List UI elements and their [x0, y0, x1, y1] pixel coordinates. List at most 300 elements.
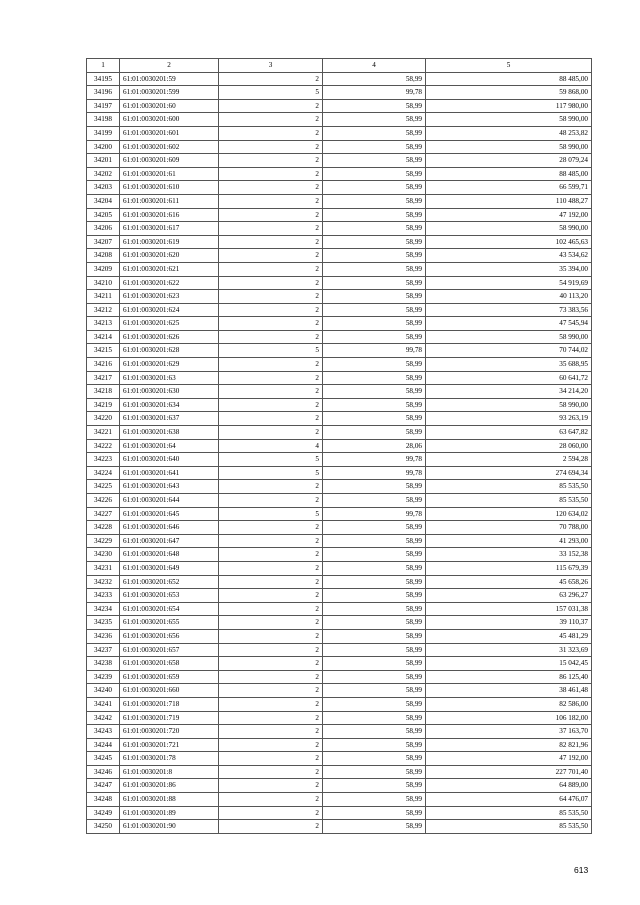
table-cell-col5: 70 744,02	[426, 344, 592, 358]
table-cell-col1: 34230	[87, 548, 120, 562]
table-row	[87, 684, 592, 698]
cadastral-value-table	[86, 58, 592, 834]
table-cell-col5: 48 253,82	[426, 126, 592, 140]
table-cell-col5: 45 481,29	[426, 629, 592, 643]
table-row	[87, 154, 592, 168]
table-cell-col3: 2	[219, 317, 323, 331]
table-cell-col2: 61:01:0030201:88	[120, 793, 219, 807]
table-row	[87, 752, 592, 766]
table-cell-col3: 2	[219, 398, 323, 412]
table-cell-col4: 58,99	[323, 412, 426, 426]
table-cell-col3: 2	[219, 752, 323, 766]
table-row	[87, 276, 592, 290]
table-cell-col5: 54 919,69	[426, 276, 592, 290]
table-cell-col4: 58,99	[323, 235, 426, 249]
table-cell-col3: 2	[219, 494, 323, 508]
table-cell-col4: 99,78	[323, 86, 426, 100]
table-cell-col4: 58,99	[323, 426, 426, 440]
table-row	[87, 126, 592, 140]
table-cell-col5: 88 485,00	[426, 72, 592, 86]
table-row	[87, 371, 592, 385]
table-cell-col1: 34219	[87, 398, 120, 412]
table-cell-col2: 61:01:0030201:654	[120, 602, 219, 616]
table-cell-col4: 58,99	[323, 140, 426, 154]
table-cell-col2: 61:01:0030201:628	[120, 344, 219, 358]
table-cell-col4: 58,99	[323, 575, 426, 589]
table-cell-col1: 34218	[87, 385, 120, 399]
table-cell-col2: 61:01:0030201:602	[120, 140, 219, 154]
table-row	[87, 561, 592, 575]
table-cell-col2: 61:01:0030201:645	[120, 507, 219, 521]
table-cell-col4: 58,99	[323, 113, 426, 127]
table-cell-col2: 61:01:0030201:659	[120, 670, 219, 684]
table-cell-col4: 58,99	[323, 358, 426, 372]
table-cell-col2: 61:01:0030201:644	[120, 494, 219, 508]
table-cell-col4: 58,99	[323, 181, 426, 195]
table-cell-col1: 34211	[87, 290, 120, 304]
table-cell-col2: 61:01:0030201:625	[120, 317, 219, 331]
table-row	[87, 72, 592, 86]
table-cell-col4: 58,99	[323, 793, 426, 807]
table-cell-col5: 88 485,00	[426, 167, 592, 181]
table-cell-col5: 47 545,94	[426, 317, 592, 331]
table-cell-col1: 34235	[87, 616, 120, 630]
table-cell-col1: 34220	[87, 412, 120, 426]
table-row	[87, 629, 592, 643]
table-cell-col4: 58,99	[323, 643, 426, 657]
table-cell-col4: 58,99	[323, 602, 426, 616]
table-cell-col3: 2	[219, 262, 323, 276]
table-cell-col5: 85 535,50	[426, 820, 592, 834]
table-cell-col5: 117 980,00	[426, 99, 592, 113]
table-cell-col2: 61:01:0030201:623	[120, 290, 219, 304]
table-cell-col1: 34208	[87, 249, 120, 263]
table-cell-col3: 2	[219, 765, 323, 779]
table-row	[87, 86, 592, 100]
table-cell-col1: 34249	[87, 806, 120, 820]
table-cell-col4: 58,99	[323, 629, 426, 643]
table-row	[87, 616, 592, 630]
table-cell-col3: 2	[219, 657, 323, 671]
table-cell-col4: 58,99	[323, 208, 426, 222]
table-cell-col3: 5	[219, 344, 323, 358]
table-cell-col1: 34201	[87, 154, 120, 168]
table-row	[87, 507, 592, 521]
table-cell-col3: 2	[219, 249, 323, 263]
table-cell-col3: 2	[219, 358, 323, 372]
table-cell-col3: 2	[219, 711, 323, 725]
table-cell-col5: 38 461,48	[426, 684, 592, 698]
table-cell-col5: 40 113,20	[426, 290, 592, 304]
table-cell-col5: 31 323,69	[426, 643, 592, 657]
table-cell-col5: 59 868,00	[426, 86, 592, 100]
table-row	[87, 806, 592, 820]
table-row	[87, 344, 592, 358]
table-row	[87, 494, 592, 508]
table-row	[87, 820, 592, 834]
table-cell-col1: 34226	[87, 494, 120, 508]
table-row	[87, 194, 592, 208]
table-row	[87, 222, 592, 236]
table-cell-col4: 58,99	[323, 725, 426, 739]
table-cell-col5: 28 060,00	[426, 439, 592, 453]
table-cell-col2: 61:01:0030201:86	[120, 779, 219, 793]
table-cell-col1: 34233	[87, 589, 120, 603]
table-cell-col3: 2	[219, 126, 323, 140]
table-cell-col4: 58,99	[323, 249, 426, 263]
table-cell-col2: 61:01:0030201:629	[120, 358, 219, 372]
table-cell-col4: 58,99	[323, 738, 426, 752]
table-cell-col1: 34207	[87, 235, 120, 249]
table-cell-col4: 58,99	[323, 697, 426, 711]
table-cell-col2: 61:01:0030201:626	[120, 330, 219, 344]
table-cell-col1: 34242	[87, 711, 120, 725]
table-cell-col4: 58,99	[323, 561, 426, 575]
table-cell-col3: 2	[219, 194, 323, 208]
table-row	[87, 113, 592, 127]
table-cell-col3: 2	[219, 276, 323, 290]
table-cell-col3: 2	[219, 561, 323, 575]
table-cell-col5: 70 788,00	[426, 521, 592, 535]
table-cell-col2: 61:01:0030201:624	[120, 303, 219, 317]
table-cell-col3: 2	[219, 521, 323, 535]
table-cell-col2: 61:01:0030201:658	[120, 657, 219, 671]
table-cell-col1: 34216	[87, 358, 120, 372]
table-row	[87, 330, 592, 344]
table-cell-col4: 58,99	[323, 222, 426, 236]
table-cell-col5: 85 535,50	[426, 806, 592, 820]
table-cell-col2: 61:01:0030201:63	[120, 371, 219, 385]
table-cell-col5: 58 990,00	[426, 330, 592, 344]
table-cell-col5: 34 214,20	[426, 385, 592, 399]
table-cell-col3: 2	[219, 412, 323, 426]
table-cell-col1: 34222	[87, 439, 120, 453]
table-cell-col1: 34224	[87, 466, 120, 480]
table-cell-col4: 99,78	[323, 466, 426, 480]
table-cell-col3: 2	[219, 208, 323, 222]
table-cell-col4: 58,99	[323, 494, 426, 508]
table-cell-col1: 34245	[87, 752, 120, 766]
table-cell-col4: 99,78	[323, 344, 426, 358]
table-row	[87, 235, 592, 249]
table-cell-col5: 47 192,00	[426, 208, 592, 222]
table-cell-col3: 2	[219, 426, 323, 440]
table-cell-col1: 34217	[87, 371, 120, 385]
table-cell-col4: 58,99	[323, 167, 426, 181]
table-cell-col1: 34241	[87, 697, 120, 711]
table-cell-col4: 58,99	[323, 779, 426, 793]
table-cell-col1: 34236	[87, 629, 120, 643]
table-row	[87, 317, 592, 331]
header-row	[87, 59, 592, 73]
table-row	[87, 793, 592, 807]
table-cell-col4: 58,99	[323, 548, 426, 562]
table-cell-col1: 34238	[87, 657, 120, 671]
table-cell-col5: 157 031,38	[426, 602, 592, 616]
table-cell-col5: 39 110,37	[426, 616, 592, 630]
table-row	[87, 303, 592, 317]
table-cell-col3: 2	[219, 235, 323, 249]
table-cell-col1: 34200	[87, 140, 120, 154]
table-cell-col4: 58,99	[323, 276, 426, 290]
table-cell-col1: 34244	[87, 738, 120, 752]
table-cell-col3: 2	[219, 303, 323, 317]
table-cell-col2: 61:01:0030201:718	[120, 697, 219, 711]
table-cell-col4: 99,78	[323, 507, 426, 521]
table-cell-col3: 2	[219, 385, 323, 399]
table-cell-col5: 73 383,56	[426, 303, 592, 317]
table-cell-col3: 2	[219, 140, 323, 154]
table-cell-col5: 28 079,24	[426, 154, 592, 168]
table-cell-col2: 61:01:0030201:657	[120, 643, 219, 657]
table-cell-col1: 34243	[87, 725, 120, 739]
table-row	[87, 521, 592, 535]
table-cell-col2: 61:01:0030201:647	[120, 534, 219, 548]
table-cell-col5: 63 296,27	[426, 589, 592, 603]
table-cell-col4: 58,99	[323, 684, 426, 698]
table-cell-col1: 34225	[87, 480, 120, 494]
table-cell-col1: 34227	[87, 507, 120, 521]
table-cell-col2: 61:01:0030201:61	[120, 167, 219, 181]
table-cell-col2: 61:01:0030201:610	[120, 181, 219, 195]
table-cell-col5: 58 990,00	[426, 113, 592, 127]
table-cell-col1: 34197	[87, 99, 120, 113]
table-cell-col4: 58,99	[323, 330, 426, 344]
table-cell-col2: 61:01:0030201:611	[120, 194, 219, 208]
table-cell-col1: 34246	[87, 765, 120, 779]
table-cell-col4: 58,99	[323, 670, 426, 684]
table-cell-col4: 58,99	[323, 752, 426, 766]
table-cell-col3: 2	[219, 806, 323, 820]
table-row	[87, 439, 592, 453]
table-cell-col5: 58 990,00	[426, 222, 592, 236]
table-row	[87, 480, 592, 494]
table-cell-col2: 61:01:0030201:622	[120, 276, 219, 290]
table-cell-col3: 2	[219, 643, 323, 657]
table-cell-col4: 58,99	[323, 317, 426, 331]
table-cell-col5: 106 182,00	[426, 711, 592, 725]
table-cell-col2: 61:01:0030201:634	[120, 398, 219, 412]
table-cell-col2: 61:01:0030201:637	[120, 412, 219, 426]
table-row	[87, 140, 592, 154]
table-row	[87, 575, 592, 589]
table-cell-col4: 58,99	[323, 194, 426, 208]
table-row	[87, 657, 592, 671]
table-cell-col3: 2	[219, 670, 323, 684]
table-cell-col2: 61:01:0030201:599	[120, 86, 219, 100]
table-row	[87, 453, 592, 467]
table-cell-col5: 64 476,07	[426, 793, 592, 807]
table-cell-col2: 61:01:0030201:90	[120, 820, 219, 834]
table-cell-col2: 61:01:0030201:621	[120, 262, 219, 276]
table-row	[87, 602, 592, 616]
table-cell-col3: 5	[219, 507, 323, 521]
table-row	[87, 385, 592, 399]
table-cell-col5: 93 263,19	[426, 412, 592, 426]
table-row	[87, 358, 592, 372]
table-cell-col3: 2	[219, 290, 323, 304]
table-cell-col5: 115 679,39	[426, 561, 592, 575]
table-cell-col5: 85 535,50	[426, 480, 592, 494]
table-cell-col5: 35 394,00	[426, 262, 592, 276]
table-cell-col1: 34229	[87, 534, 120, 548]
table-cell-col4: 58,99	[323, 72, 426, 86]
table-cell-col4: 58,99	[323, 521, 426, 535]
table-cell-col3: 4	[219, 439, 323, 453]
table-cell-col3: 2	[219, 738, 323, 752]
table-cell-col5: 82 586,00	[426, 697, 592, 711]
table-row	[87, 426, 592, 440]
table-cell-col4: 58,99	[323, 126, 426, 140]
table-cell-col2: 61:01:0030201:719	[120, 711, 219, 725]
table-cell-col1: 34204	[87, 194, 120, 208]
table-row	[87, 167, 592, 181]
table-cell-col4: 58,99	[323, 154, 426, 168]
table-cell-col3: 2	[219, 222, 323, 236]
table-cell-col4: 58,99	[323, 820, 426, 834]
table-row	[87, 779, 592, 793]
table-row	[87, 249, 592, 263]
table-row	[87, 765, 592, 779]
column-header-1: 1	[87, 59, 120, 73]
table-cell-col1: 34205	[87, 208, 120, 222]
table-body	[87, 72, 592, 833]
table-cell-col1: 34237	[87, 643, 120, 657]
table-cell-col2: 61:01:0030201:89	[120, 806, 219, 820]
table-cell-col3: 2	[219, 534, 323, 548]
table-cell-col5: 85 535,50	[426, 494, 592, 508]
table-cell-col3: 2	[219, 72, 323, 86]
table-cell-col2: 61:01:0030201:601	[120, 126, 219, 140]
table-cell-col3: 2	[219, 602, 323, 616]
table-cell-col1: 34231	[87, 561, 120, 575]
table-cell-col4: 28,06	[323, 439, 426, 453]
table-cell-col1: 34247	[87, 779, 120, 793]
table-row	[87, 412, 592, 426]
table-cell-col1: 34239	[87, 670, 120, 684]
table-cell-col4: 58,99	[323, 806, 426, 820]
table-cell-col1: 34240	[87, 684, 120, 698]
table-cell-col2: 61:01:0030201:721	[120, 738, 219, 752]
table-cell-col5: 35 688,95	[426, 358, 592, 372]
table-cell-col3: 2	[219, 167, 323, 181]
table-cell-col1: 34221	[87, 426, 120, 440]
table-cell-col5: 15 042,45	[426, 657, 592, 671]
table-cell-col4: 58,99	[323, 303, 426, 317]
table-cell-col3: 2	[219, 371, 323, 385]
table-cell-col4: 58,99	[323, 262, 426, 276]
table-cell-col2: 61:01:0030201:617	[120, 222, 219, 236]
table-cell-col3: 2	[219, 113, 323, 127]
table-cell-col5: 43 534,62	[426, 249, 592, 263]
table-cell-col1: 34228	[87, 521, 120, 535]
table-cell-col4: 58,99	[323, 589, 426, 603]
table-cell-col2: 61:01:0030201:655	[120, 616, 219, 630]
table-cell-col1: 34213	[87, 317, 120, 331]
table-cell-col3: 2	[219, 330, 323, 344]
table-cell-col3: 5	[219, 86, 323, 100]
table-cell-col4: 58,99	[323, 99, 426, 113]
table-row	[87, 589, 592, 603]
table-cell-col3: 2	[219, 154, 323, 168]
table-cell-col2: 61:01:0030201:8	[120, 765, 219, 779]
table-cell-col2: 61:01:0030201:620	[120, 249, 219, 263]
table-cell-col4: 58,99	[323, 480, 426, 494]
table-row	[87, 725, 592, 739]
table-cell-col2: 61:01:0030201:649	[120, 561, 219, 575]
table-row	[87, 548, 592, 562]
table-cell-col1: 34248	[87, 793, 120, 807]
table-cell-col3: 2	[219, 684, 323, 698]
table-cell-col3: 2	[219, 181, 323, 195]
table-row	[87, 262, 592, 276]
table-cell-col2: 61:01:0030201:660	[120, 684, 219, 698]
page-number: 613	[574, 865, 589, 875]
table-cell-col5: 37 163,70	[426, 725, 592, 739]
table-cell-col3: 2	[219, 99, 323, 113]
table-cell-col2: 61:01:0030201:600	[120, 113, 219, 127]
table-cell-col1: 34202	[87, 167, 120, 181]
table-cell-col3: 2	[219, 629, 323, 643]
table-cell-col5: 58 990,00	[426, 140, 592, 154]
table-cell-col1: 34196	[87, 86, 120, 100]
table-cell-col4: 58,99	[323, 371, 426, 385]
table-cell-col2: 61:01:0030201:646	[120, 521, 219, 535]
table-cell-col2: 61:01:0030201:648	[120, 548, 219, 562]
table-cell-col2: 61:01:0030201:641	[120, 466, 219, 480]
table-cell-col4: 58,99	[323, 534, 426, 548]
table-cell-col5: 120 634,02	[426, 507, 592, 521]
table-cell-col2: 61:01:0030201:656	[120, 629, 219, 643]
table-cell-col5: 58 990,00	[426, 398, 592, 412]
table-cell-col2: 61:01:0030201:619	[120, 235, 219, 249]
table-cell-col1: 34206	[87, 222, 120, 236]
table-cell-col2: 61:01:0030201:59	[120, 72, 219, 86]
table-cell-col4: 99,78	[323, 453, 426, 467]
table-cell-col5: 60 641,72	[426, 371, 592, 385]
table-cell-col5: 41 293,00	[426, 534, 592, 548]
column-header-4: 4	[323, 59, 426, 73]
table-cell-col4: 58,99	[323, 711, 426, 725]
table-cell-col5: 82 821,96	[426, 738, 592, 752]
table-cell-col3: 5	[219, 466, 323, 480]
table-cell-col5: 63 647,82	[426, 426, 592, 440]
table-cell-col1: 34198	[87, 113, 120, 127]
table-cell-col5: 227 701,40	[426, 765, 592, 779]
table-cell-col1: 34199	[87, 126, 120, 140]
table-cell-col3: 2	[219, 548, 323, 562]
table-cell-col4: 58,99	[323, 765, 426, 779]
table-cell-col2: 61:01:0030201:78	[120, 752, 219, 766]
table-cell-col2: 61:01:0030201:653	[120, 589, 219, 603]
table-row	[87, 643, 592, 657]
table-row	[87, 697, 592, 711]
table-row	[87, 181, 592, 195]
table-row	[87, 711, 592, 725]
table-cell-col4: 58,99	[323, 385, 426, 399]
table-row	[87, 398, 592, 412]
table-cell-col2: 61:01:0030201:643	[120, 480, 219, 494]
table-cell-col5: 45 658,26	[426, 575, 592, 589]
table-cell-col2: 61:01:0030201:60	[120, 99, 219, 113]
table-cell-col3: 2	[219, 616, 323, 630]
table-cell-col5: 64 889,00	[426, 779, 592, 793]
table-cell-col3: 2	[219, 793, 323, 807]
table-cell-col1: 34203	[87, 181, 120, 195]
table-cell-col2: 61:01:0030201:640	[120, 453, 219, 467]
table-row	[87, 670, 592, 684]
table-cell-col5: 86 125,40	[426, 670, 592, 684]
